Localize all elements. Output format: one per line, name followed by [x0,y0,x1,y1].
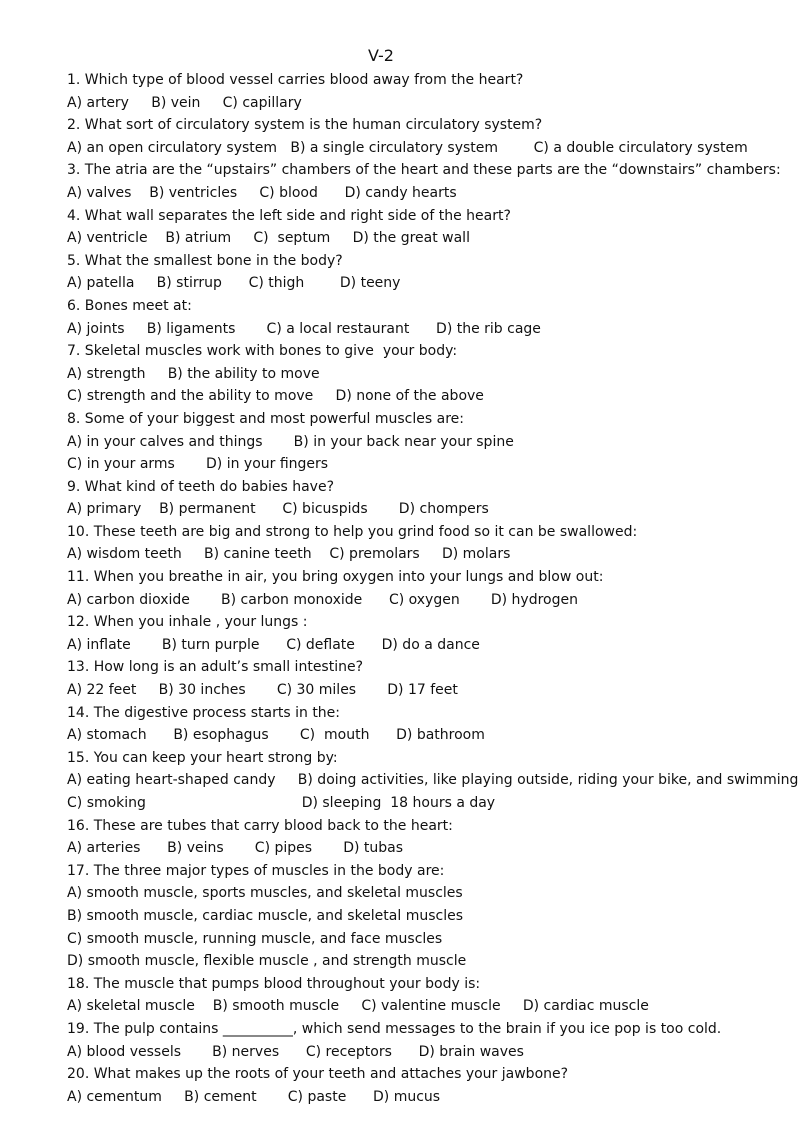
answer-options: A) valves B) ventricles C) blood D) candy hearts [67,184,457,201]
answer-options: A) stomach B) esophagus C) mouth D) bathroom [67,727,485,744]
answer-options: A) carbon dioxide B) carbon monoxide C) oxygen D) hydrogen [67,591,578,608]
question-text: 5. What the smallest bone in the body? [67,252,343,269]
question-text: 20. What makes up the roots of your teeth and attaches your jawbone? [67,1066,569,1083]
question-text: 13. How long is an adult’s small intestine? [67,659,364,676]
document-title: V-2 [368,46,394,65]
answer-options: A) strength B) the ability to move [67,365,320,382]
answer-options: A) cementum B) cement C) paste D) mucus [67,1088,441,1105]
answer-options: A) eating heart-shaped candy B) doing activities, like playing outside, riding your bike, and swimming [67,772,799,789]
question-text: 7. Skeletal muscles work with bones to give your body: [67,343,458,360]
question-text: 17. The three major types of muscles in the body are: [67,862,445,879]
answer-options: A) in your calves and things B) in your back near your spine [67,433,514,450]
answer-options: A) inflate B) turn purple C) deflate D) do a dance [67,636,480,653]
answer-options: A) 22 feet B) 30 inches C) 30 miles D) 17 feet [67,682,458,699]
answer-options: D) smooth muscle, flexible muscle , and strength muscle [67,953,467,970]
answer-options: A) primary B) permanent C) bicuspids D) chompers [67,501,489,518]
answer-options: A) wisdom teeth B) canine teeth C) premolars D) molars [67,546,511,563]
answer-options: B) smooth muscle, cardiac muscle, and skeletal muscles [67,907,464,924]
answer-options: A) skeletal muscle B) smooth muscle C) valentine muscle D) cardiac muscle [67,998,649,1015]
answer-options: A) ventricle B) atrium C) septum D) the great wall [67,230,470,247]
answer-options: A) arteries B) veins C) pipes D) tubas [67,840,404,857]
answer-options: A) patella B) stirrup C) thigh D) teeny [67,275,401,292]
question-text: 9. What kind of teeth do babies have? [67,478,335,495]
question-text: 19. The pulp contains __________, which send messages to the brain if you ice pop is too cold. [67,1020,722,1037]
answer-options: A) artery B) vein C) capillary [67,94,302,111]
question-text: 12. When you inhale , your lungs : [67,614,308,631]
question-text: 18. The muscle that pumps blood throughout your body is: [67,975,481,992]
question-text: 3. The atria are the “upstairs” chambers of the heart and these parts are the “downstairs” chambers: [67,162,781,179]
question-text: 11. When you breathe in air, you bring oxygen into your lungs and blow out: [67,569,604,586]
question-text: 6. Bones meet at: [67,297,192,314]
question-list [67,69,799,1108]
answer-options: A) blood vessels B) nerves C) receptors D) brain waves [67,1043,524,1060]
answer-options: A) joints B) ligaments C) a local restaurant D) the rib cage [67,320,541,337]
question-text: 1. Which type of blood vessel carries blood away from the heart? [67,72,524,88]
question-text: 4. What wall separates the left side and right side of the heart? [67,207,511,224]
question-text: 2. What sort of circulatory system is the human circulatory system? [67,117,543,134]
answer-options: C) in your arms D) in your fingers [67,456,329,473]
question-text: 15. You can keep your heart strong by: [67,749,338,766]
question-text: 16. These are tubes that carry blood back to the heart: [67,817,453,834]
answer-options: C) strength and the ability to move D) none of the above [67,388,484,405]
answer-options: A) smooth muscle, sports muscles, and skeletal muscles [67,885,463,902]
question-text: 14. The digestive process starts in the: [67,704,341,721]
answer-options: C) smoking D) sleeping 18 hours a day [67,795,496,811]
answer-options: A) an open circulatory system B) a single circulatory system C) a double circulatory system [67,139,748,156]
question-text: 8. Some of your biggest and most powerful muscles are: [67,410,464,427]
answer-options: C) smooth muscle, running muscle, and face muscles [67,930,443,947]
question-text: 10. These teeth are big and strong to help you grind food so it can be swallowed: [67,523,638,540]
